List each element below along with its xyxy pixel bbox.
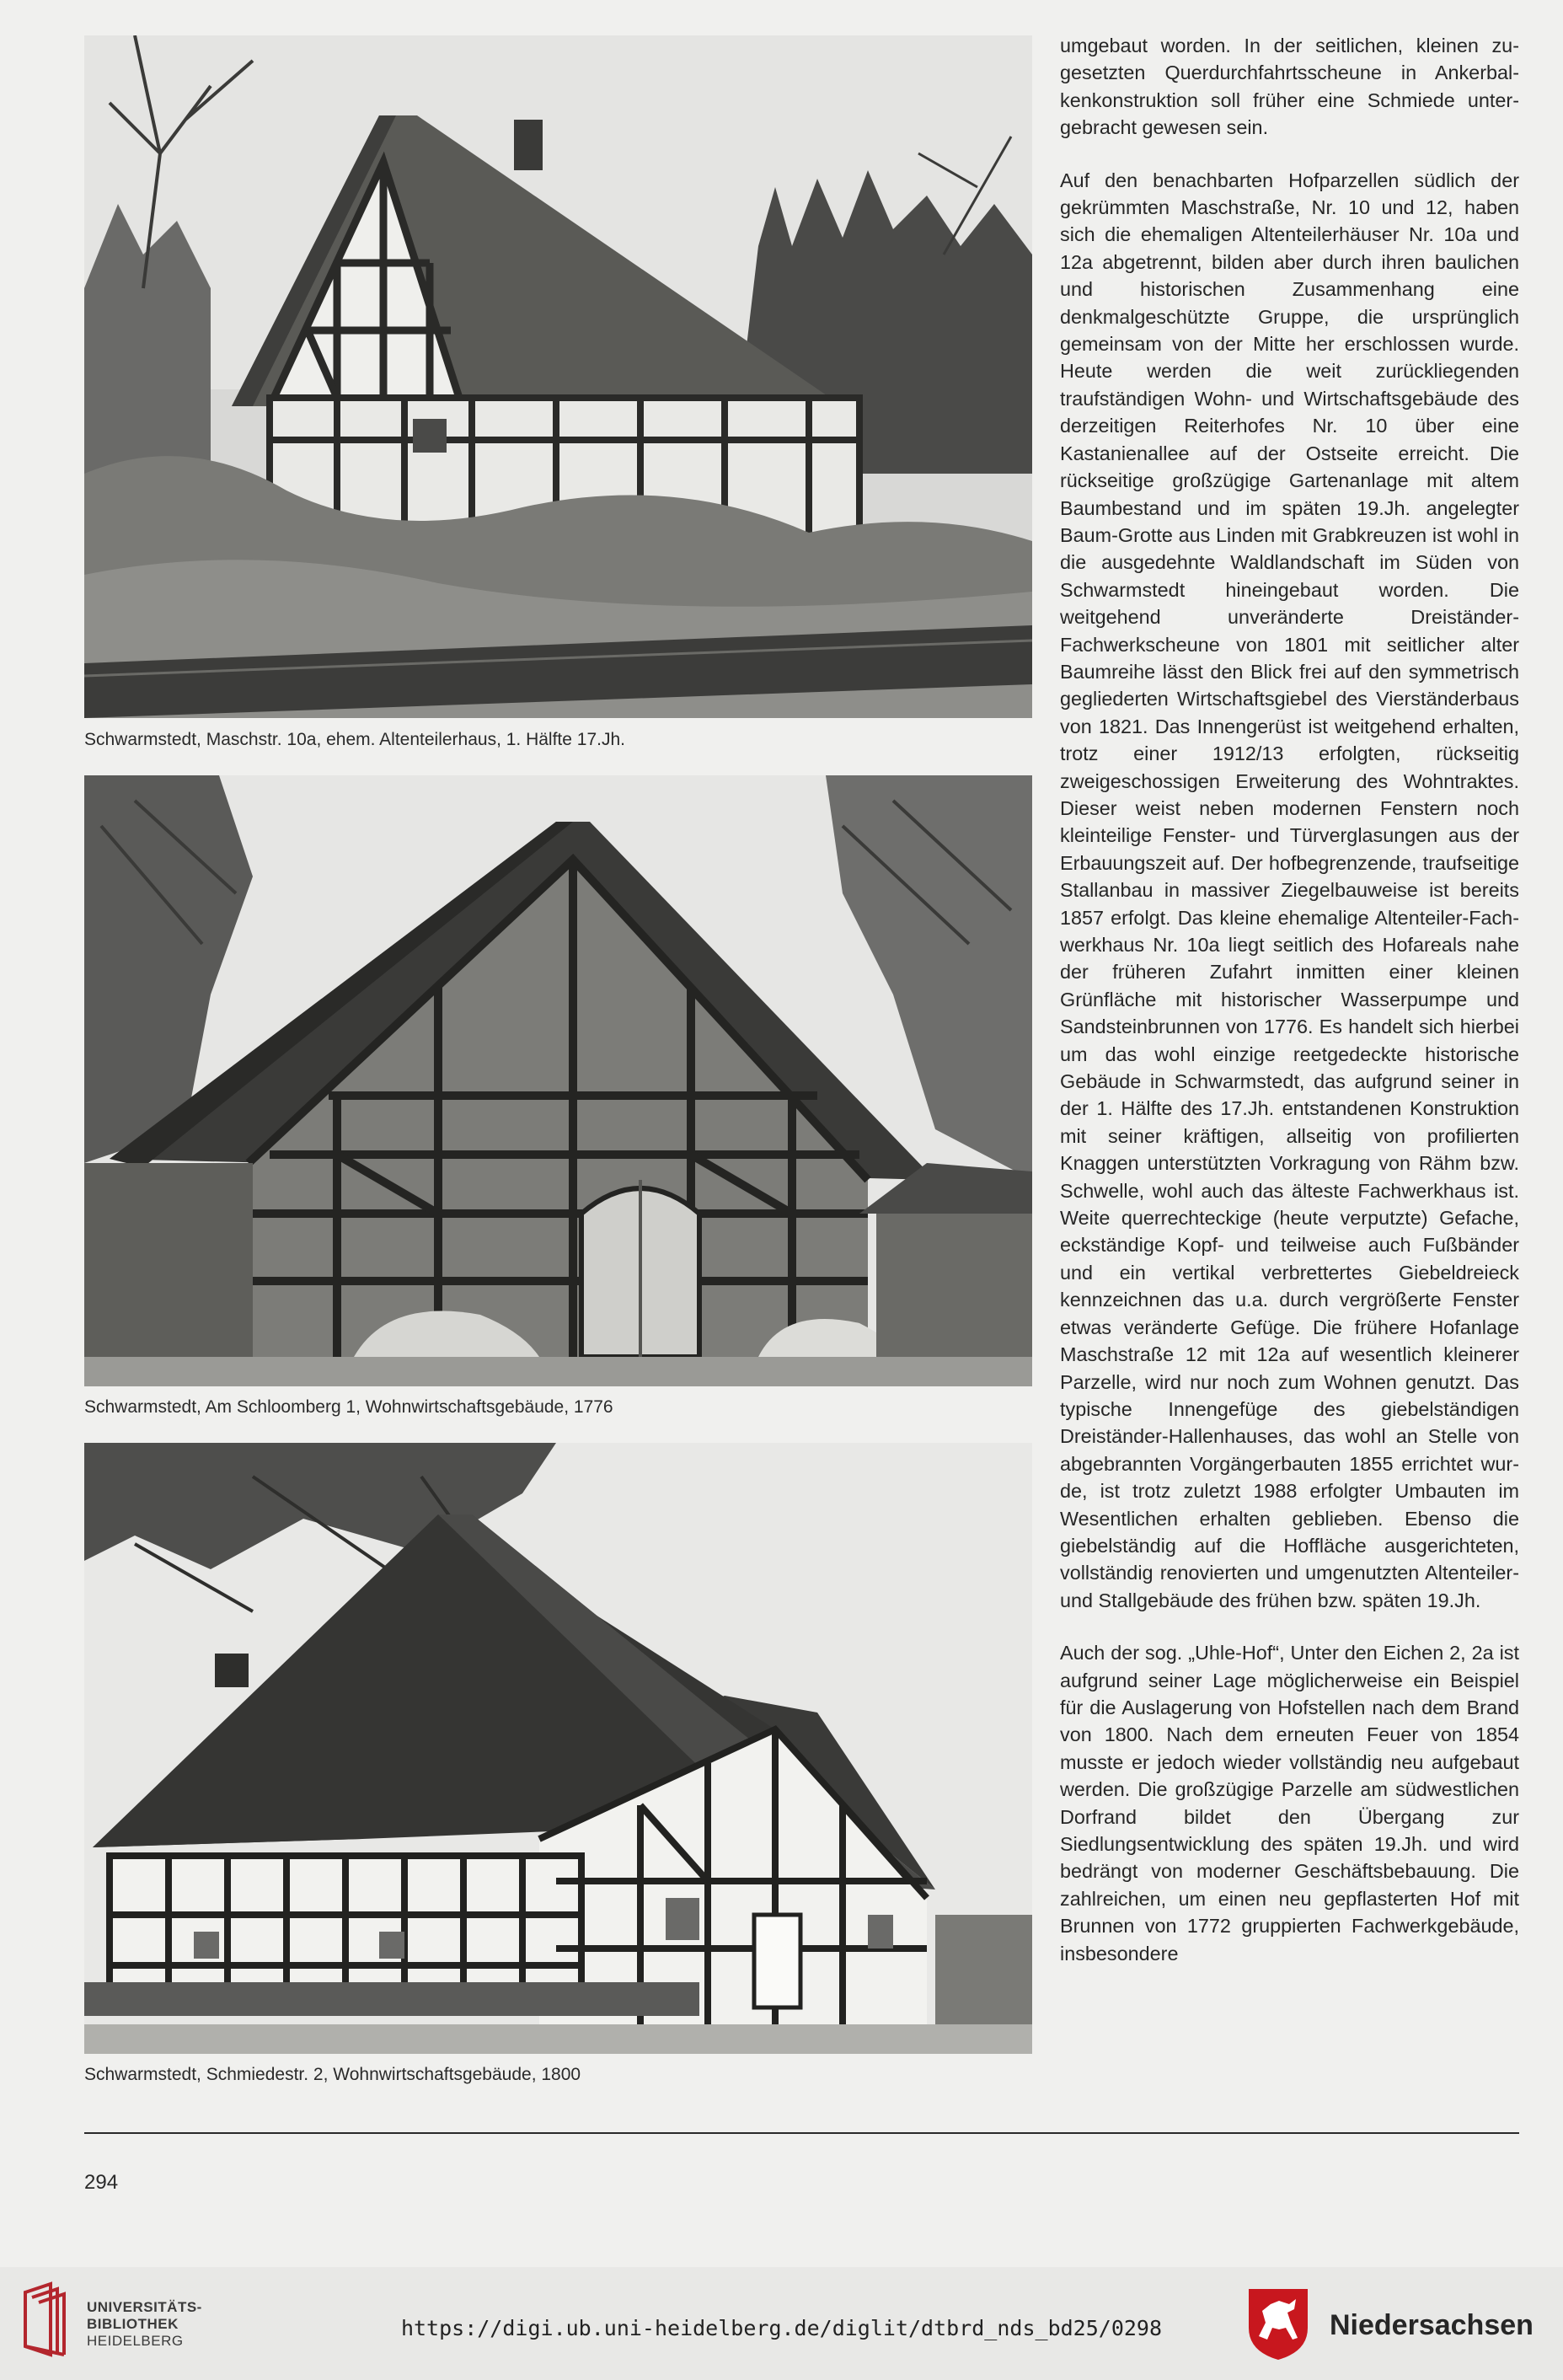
- digitization-footer: [0, 2267, 1563, 2380]
- photo-wohnwirtschaftsgebaeude-schmiedestrasse: [84, 1443, 1032, 2054]
- photo-wohnwirtschaftsgebaeude-schloomberg: [84, 775, 1032, 1386]
- photo-altenteilerhaus-maschstrasse: [84, 35, 1032, 718]
- paragraph: Auch der sog. „Uhle-Hof“, Unter den Eichen 2, 2a ist aufgrund seiner Lage möglicherweise ein Beispiel für die Auslagerung von Hofstellen nach dem Brand von 1800. Nach dem erneuten Feuer von 1854 musste er jedoch wieder vollständig neu aufgebaut werden. Die großzügige Parzelle am südwestlichen Dorfrand bildet den Übergang zur Siedlungsentwicklung des späten 19.Jh. und wird bedrängt von moderner Geschäftsbebauung. Die zahlreichen, um einen neu gepflasterten Hof mit Brunnen von 1772 gruppierten Fachwerkgebäude, insbesondere: [1060, 1642, 1519, 1965]
- library-name-line: UNIVERSITÄTS-: [87, 2299, 202, 2315]
- footer-rule: [84, 2132, 1519, 2134]
- niedersachsen-coat-of-arms-icon[interactable]: [1245, 2286, 1311, 2361]
- paragraph: umgebaut worden. In der seitlichen, kleinen zugesetzten Querdurchfahrtsscheune in Ankerbalkenkonstruktion soll früher eine Schmiede untergebracht gewesen sein.: [1060, 35, 1519, 139]
- photo-caption: Schwarmstedt, Maschstr. 10a, ehem. Altenteilerhaus, 1. Hälfte 17.Jh.: [84, 730, 625, 749]
- library-name-line: HEIDELBERG: [87, 2333, 184, 2349]
- paragraph: Auf den benachbarten Hofparzellen südlich der gekrümmten Maschstraße, Nr. 10 und 12, haben sich die ehemaligen Altenteilerhäuser Nr. 10a und 12a abgetrennt, bilden aber durch ihren baulichen und historischen Zusammenhang eine denkmalgeschützte Gruppe, die ursprünglich gemeinsam von der Mitte her erschlossen wurde. Heute werden die weit zurückliegenden traufständigen Wohn- und Wirtschaftsgebäude des derzeitigen Reiterhofes Nr. 10 über eine Kastanienallee auf der Ostseite erreicht. Die rückseitige großzügige Gartenanlage mit altem Baumbestand und im späten 19.Jh. angelegter Baum-Grotte aus Linden mit Grabkreuzen ist wohl in die ausgedehnte Waldlandschaft im Süden von Schwarmstedt hineingebaut worden. Die weitgehend unveränderte Dreiständer-Fachwerkscheune von 1801 mit seitlicher alter Baumreihe lässt den Blick frei auf den symmetrisch gegliederten Wirtschaftsgiebel des Vierständerbaus von 1821. Das Innengerüst ist weitgehend erhalten, trotz einer 1912/13 erfolgten, rückseitig zweigeschossigen Erweiterung des Wohntraktes. Dieser weist neben modernen Fenstern noch kleinteilige Fenster- und Türverglasungen aus der Erbauungszeit auf. Der hofbegrenzende, traufseitige Stallanbau in massiver Ziegelbauweise ist bereits 1857 erfolgt. Das kleine ehemalige Altenteiler-Fachwerkhaus Nr. 10a liegt seitlich des Hofareals nahe der früheren Zufahrt inmitten einer kleinen Grünfläche mit historischer Wasserpumpe und Sandsteinbrunnen von 1776. Es handelt sich hierbei um das wohl einzige reetgedeckte historische Gebäude in Schwarmstedt, das aufgrund seiner in der 1. Hälfte des 17.Jh. entstandenen Konstruktion mit seiner kräftigen, allseitig von profilierten Knaggen unterstützten Vorkragung von Rähm bzw. Schwelle, wohl auch das älteste Fachwerkhaus ist. Weite querrechteckige (heute verputzte) Gefache, eckständige Kopf- und teilweise auch Fußbänder und ein vertikal verbrettertes Giebeldreieck kennzeichnen das u.a. durch vergrößerte Fenster etwas veränderte Gefüge. Die frühere Hofanlage Maschstraße 12 mit 12a auf wesentlich kleinerer Parzelle, wird nur noch zum Wohnen genutzt. Das typische Innengefüge des giebelständigen Dreiständer-Hallenhauses, das wohl an Stelle von abgebrannten Vorgängerbauten 1855 errichtet wurde, ist trotz zuletzt 1988 erfolgter Umbauten im Wesentlichen erhalten geblieben. Ebenso die giebelständig auf die Hoffläche ausgerichteten, vollständig renovierten und umgenutzten Altenteiler- und Stallgebäude des frühen bzw. späten 19.Jh.: [1060, 169, 1519, 1611]
- body-text-column: [1060, 32, 1519, 1967]
- library-name-line: BIBLIOTHEK: [87, 2316, 179, 2332]
- permalink-url[interactable]: https://digi.ub.uni-heidelberg.de/diglit/dtbrd_nds_bd25/0298: [400, 2316, 1163, 2340]
- page-number: 294: [84, 2171, 119, 2194]
- photo-caption: Schwarmstedt, Schmiedestr. 2, Wohnwirtschaftsgebäude, 1800: [84, 2065, 581, 2084]
- state-name: Niedersachsen: [1330, 2309, 1534, 2341]
- photo-caption: Schwarmstedt, Am Schloomberg 1, Wohnwirtschaftsgebäude, 1776: [84, 1397, 613, 1417]
